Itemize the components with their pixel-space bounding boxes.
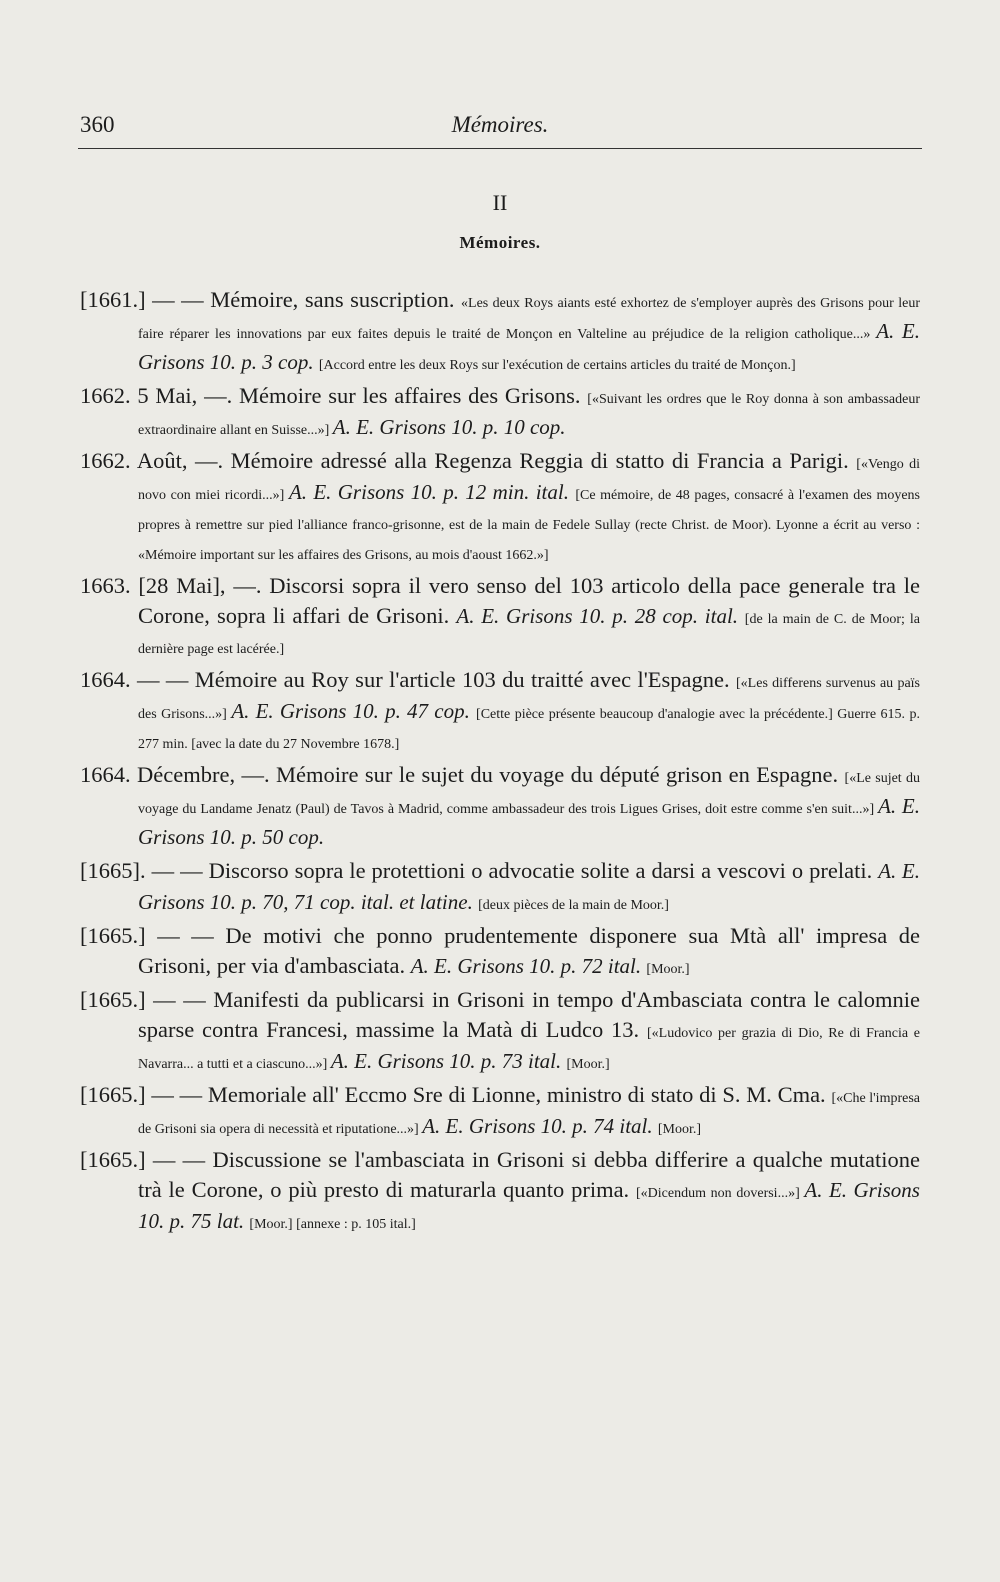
header-rule [78, 148, 922, 149]
entry-heading: [1665.] — — Manifesti da publicarsi in Grisoni in tempo d'Ambasciata contra le calomnie sparse contra Francesi, massime la Matà di Ludco 13. [80, 987, 920, 1042]
entry-heading: [1661.] — — Mémoire, sans suscription. [80, 287, 462, 312]
entry-incipit: [«Le sujet du voyage du Landame Jenatz (Paul) de Tavos à Madrid, comme ambassadeur des trois Ligues Grises, doit estre comme s'en suit...»] [138, 771, 920, 817]
entry-note: [deux pièces de la main de Moor.] [478, 898, 669, 913]
entry-1664 [80, 665, 920, 760]
entry-1662-aout [80, 446, 920, 571]
entry-1661 [80, 285, 920, 381]
entries-list [80, 285, 920, 1240]
entry-1665-d [80, 1080, 920, 1145]
page-header [80, 112, 920, 146]
entry-1662-mai [80, 381, 920, 446]
entry-source: A. E. Grisons 10. p. 10 cop. [332, 415, 566, 439]
entry-1665-a [80, 856, 920, 921]
entry-heading: [1665]. — — Discorso sopra le protettioni o advocatie solite a darsi a vescovi o prelati. [80, 858, 879, 883]
section-title: Mémoires. [459, 233, 541, 252]
entry-incipit: [«Vengo di novo con miei ricordi...»] [138, 457, 920, 503]
running-title: Mémoires. [451, 112, 549, 137]
entry-incipit: [«Les differens survenus au païs des Grisons...»] [138, 676, 920, 722]
entry-incipit: [«Suivant les ordres que le Roy donna à son ambassadeur extraordinaire allant en Suisse...»] [138, 392, 920, 438]
section-number: II [492, 190, 508, 215]
entry-note: [Accord entre les deux Roys sur l'exécution de certains articles du traité de Monçon.] [318, 358, 796, 373]
entry-note: [Cette pièce présente beaucoup d'analogie avec la précédente.] Guerre 615. p. 277 min. [avec la date du 27 Novembre 1678.] [138, 707, 920, 752]
entry-note: [Moor.] [annexe : p. 105 ital.] [249, 1217, 416, 1232]
entry-heading: 1662. 5 Mai, —. Mémoire sur les affaires des Grisons. [80, 383, 588, 408]
entry-source: A. E. Grisons 10. p. 72 ital. [410, 954, 647, 978]
entry-source: A. E. Grisons 10. p. 28 cop. ital. [456, 604, 745, 628]
entry-source: A. E. Grisons 10. p. 3 cop. [138, 319, 920, 374]
entry-source: A. E. Grisons 10. p. 12 min. ital. [288, 480, 576, 504]
entry-heading: 1664. Décembre, —. Mémoire sur le sujet du voyage du député grison en Espagne. [80, 762, 845, 787]
entry-1663 [80, 571, 920, 665]
entry-heading: [1665.] — — Memoriale all' Eccmo Sre di Lionne, ministro di stato di S. M. Cma. [80, 1082, 832, 1107]
entry-source: A. E. Grisons 10. p. 74 ital. [422, 1114, 658, 1138]
entry-source: A. E. Grisons 10. p. 47 cop. [231, 699, 477, 723]
entry-source: A. E. Grisons 10. p. 70, 71 cop. ital. et latine. [138, 859, 920, 914]
entry-heading: [1665.] — — De motivi che ponno prudentemente disponere sua Mtà all' impresa de Grisoni, per via d'ambasciata. [80, 923, 920, 978]
entry-heading: [1665.] — — Discussione se l'ambasciata in Grisoni si debba differire a qualche mutatione trà le Corone, o più presto di maturarla quanto prima. [80, 1147, 920, 1202]
entry-1664-decembre [80, 760, 920, 856]
entry-heading: 1662. Août, —. Mémoire adressé alla Regenza Reggia di statto di Francia a Parigi. [80, 448, 857, 473]
entry-note: [Moor.] [566, 1057, 610, 1072]
entry-source: A. E. Grisons 10. p. 50 cop. [138, 794, 920, 849]
entry-incipit: «Les deux Roys aiants esté exhortez de s'employer auprès des Grisons pour leur faire réparer les innovations par eux faites depuis le traité de Monçon en Valteline au préjudice de la religion catholique...» [138, 296, 920, 342]
entry-note: [Moor.] [646, 962, 690, 977]
entry-1665-e [80, 1145, 920, 1240]
entry-1665-b [80, 921, 920, 985]
page-number: 360 [80, 112, 115, 137]
entry-heading: 1664. — — Mémoire au Roy sur l'article 103 du traitté avec l'Espagne. [80, 667, 737, 692]
entry-1665-c [80, 985, 920, 1080]
entry-incipit: [«Dicendum non doversi...»] [636, 1186, 805, 1201]
entry-source: A. E. Grisons 10. p. 73 ital. [330, 1049, 567, 1073]
entry-note: [de la main de C. de Moor; la dernière page est lacérée.] [138, 612, 921, 657]
entry-incipit: [«Che l'impresa de Grisoni sia opera di necessità et riputatione...»] [138, 1091, 920, 1137]
entry-note: [Ce mémoire, de 48 pages, consacré à l'examen des moyens propres à remettre sur pied l'alliance franco-grisonne, est de la main de Fedele Sullay (recte Christ. de Moor). Lyonne a écrit au verso : «Mémoire important sur les affaires des Grisons, au mois d'aoust 1662.»] [138, 488, 920, 563]
entry-note: [Moor.] [657, 1122, 702, 1137]
entry-source: A. E. Grisons 10. p. 75 lat. [138, 1178, 920, 1233]
entry-heading: 1663. [28 Mai], —. Discorsi sopra il vero senso del 103 articolo della pace generale tra le Corone, sopra li affari de Grisoni. [80, 573, 920, 628]
entry-incipit: [«Ludovico per grazia di Dio, Re di Francia e Navarra... a tutti et a ciascuno...»] [138, 1026, 921, 1072]
